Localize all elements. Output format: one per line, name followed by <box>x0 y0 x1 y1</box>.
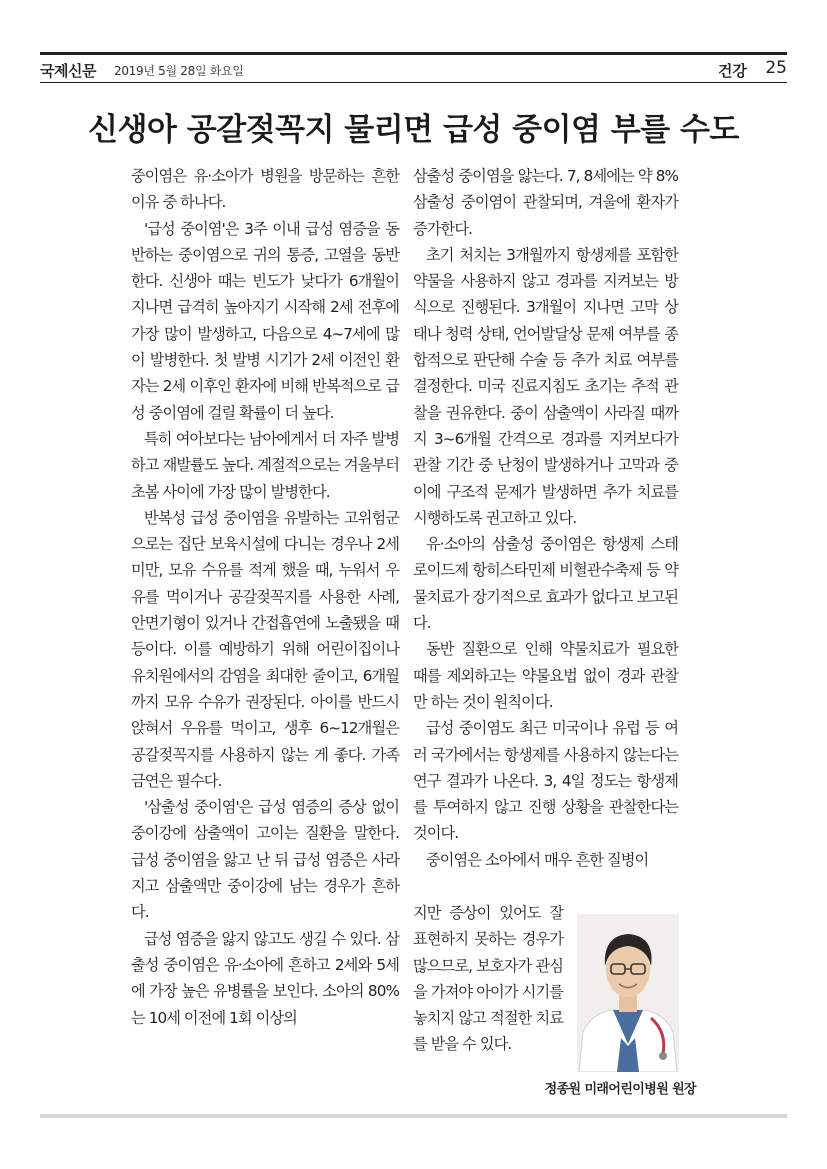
photo-wrap-text <box>413 900 563 1058</box>
paragraph: 중이염은 소아에서 매우 흔한 질병이 <box>426 850 649 869</box>
paragraph: 동반 질환으로 인해 약물치료가 필요한 때를 제외하고는 약물요법 없이 경과 관찰만 하는 것이 원칙이다. <box>413 640 678 711</box>
issue-date: 2019년 5월 28일 화요일 <box>114 64 244 78</box>
header-top-rule <box>40 52 787 55</box>
paragraph: 유·소아의 삼출성 중이염은 항생제 스테로이드제 항히스타민제 비혈관수축제 등 약물치료가 장기적으로 효과가 없다고 보고된다. <box>413 535 678 633</box>
paragraph: 특히 여아보다는 남아에게서 더 자주 발병하고 재발률도 높다. 계절적으로는 겨울부터 초봄 사이에 가장 많이 발병한다. <box>131 429 399 501</box>
section-name: 건강 <box>718 62 747 80</box>
paragraph: 급성 염증을 앓지 않고도 생길 수 있다. 삼출성 중이염은 유·소아에 흔하고 2세와 5세에 가장 높은 유병률을 보인다. 소아의 80%는 10세 이전에 1회 이상의 <box>131 929 399 1027</box>
author-photo <box>577 914 679 1072</box>
article-headline: 신생아 공갈젖꼭지 물리면 급성 중이염 부를 수도 <box>88 112 739 148</box>
article-column-left <box>131 163 399 1031</box>
publication-name: 국제신문 <box>40 62 96 80</box>
paragraph: '삼출성 중이염'은 급성 염증의 증상 없이 중이강에 삼출액이 고이는 질환을 말한다. 급성 중이염을 앓고 난 뒤 급성 염증은 사라지고 삼출액만 중이강에 남는 경우가 흔하다. <box>131 798 399 922</box>
paragraph: '급성 중이염'은 3주 이내 급성 염증을 동반하는 중이염으로 귀의 통증, 고열을 동반한다. 신생아 때는 빈도가 낮다가 6개월이 지나면 급격히 높아지기 시작해 2세 전후에 가장 많이 발생하고, 다음으로 4~7세에 많이 발병한다. 첫 발병 시기가 2세 이전인 환자는 2세 이후인 환자에 비해 반복적으로 급성 중이염에 걸릴 확률이 더 높다. <box>131 219 399 422</box>
page-number: 25 <box>765 58 787 78</box>
paragraph: 급성 중이염도 최근 미국이나 유럽 등 여러 국가에서는 항생제를 사용하지 않는다는 연구 결과가 나온다. 3, 4일 정도는 항생제를 투여하지 않고 진행 상황을 관찰한다는 것이다. <box>413 719 678 843</box>
header-bottom-rule <box>40 82 787 83</box>
author-byline: 정종원 미래어린이병원 원장 <box>544 1082 696 1097</box>
paragraph: 반복성 급성 중이염을 유발하는 고위험군으로는 집단 보육시설에 다니는 경우나 2세 미만, 모유 수유를 적게 했을 때, 누워서 우유를 먹이거나 공갈젖꼭지를 사용한 사례, 안면기형이 있거나 간접흡연에 노출됐을 때 등이다. 이를 예방하기 위해 어린이집이나 유치원에서의 감염을 최대한 줄이고, 6개월까지 모유 수유가 권장된다. 아이를 반드시 앉혀서 우유를 먹이고, 생후 6~12개월은 공갈젖꼭지를 사용하지 않는 게 좋다. 가족 금연은 필수다. <box>131 508 399 790</box>
paragraph: 지만 증상이 있어도 잘 표현하지 못하는 경우가 많으므로, 보호자가 관심을 가져야 아이가 시기를 놓치지 않고 적절한 치료를 받을 수 있다. <box>413 904 563 1054</box>
doctor-portrait-icon <box>577 914 679 1072</box>
page-header <box>40 46 787 82</box>
paragraph: 초기 처치는 3개월까지 항생제를 포함한 약물을 사용하지 않고 경과를 지켜보는 방식으로 진행된다. 3개월이 지나면 고막 상태나 청력 상태, 언어발달상 문제 여부를 종합적으로 판단해 수술 등 추가 치료 여부를 결정한다. 미국 진료지침도 초기는 추적 관찰을 권유한다. 중이 삼출액이 사라질 때까지 3~6개월 간격으로 경과를 지켜보다가 관찰 기간 중 난청이 발생하거나 고막과 중이에 구조적 문제가 발생하면 추가 치료를 시행하도록 권고하고 있다. <box>413 245 678 527</box>
paragraph: 삼출성 중이염을 앓는다. 7, 8세에는 약 8% 삼출성 중이염이 관찰되며, 겨울에 환자가 증가한다. <box>413 167 678 238</box>
paragraph: 중이염은 유·소아가 병원을 방문하는 흔한 이유 중 하나다. <box>131 167 399 212</box>
article-column-right <box>413 163 678 873</box>
page-bottom-rule <box>40 1114 787 1118</box>
